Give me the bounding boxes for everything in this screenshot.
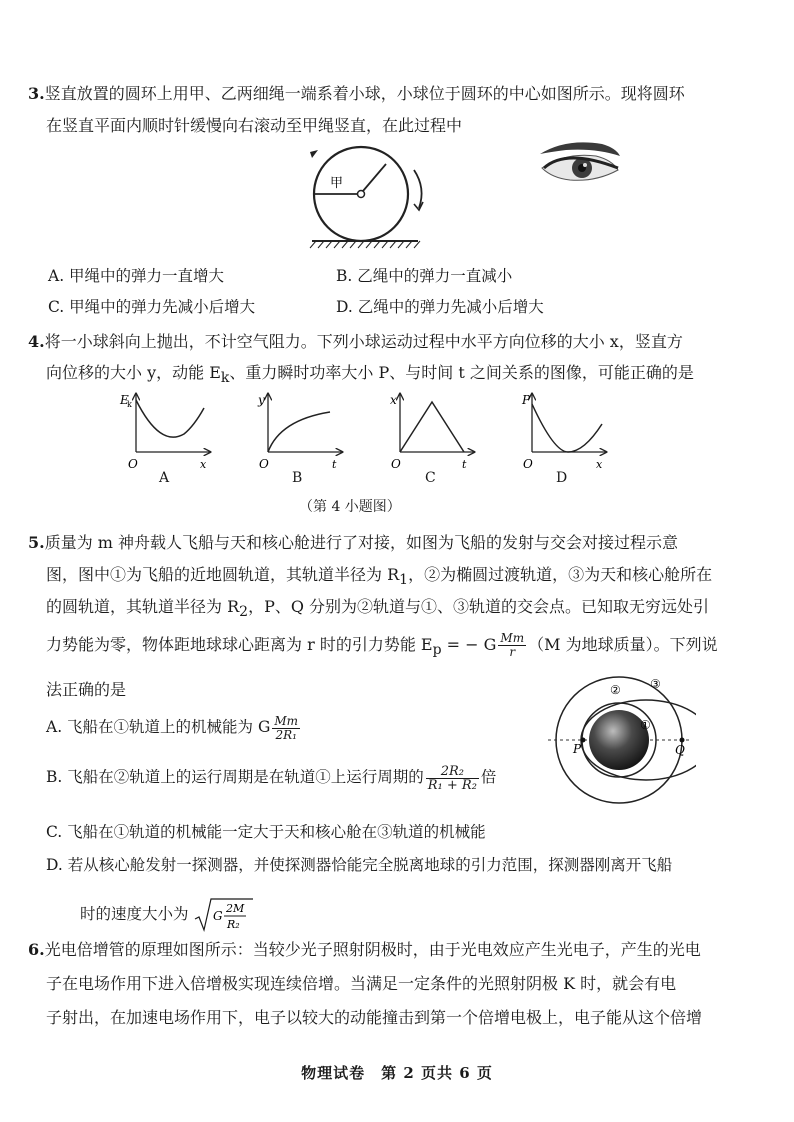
q3-number: 3. — [28, 84, 45, 103]
q4-caption-b: B — [292, 470, 303, 486]
q4-graph-a — [119, 393, 210, 471]
q5-line2: 图，图中①为飞船的近地圆轨道，其轨道半径为 $R_1$，②为椭圆过渡轨道，③为天和核心舱所在 — [46, 565, 713, 589]
q3-option-a: A. 甲绳中的弹力一直增大 — [48, 267, 225, 285]
q5-option-a: A. 飞船在①轨道上的机械能为 G $\frac{Mm}{\text{2R₁}}$ — [46, 713, 299, 742]
q5-orbit-diagram — [546, 672, 696, 804]
q4-caption-a: A — [159, 470, 170, 486]
q4-a-ylabel: E — [120, 393, 129, 407]
q4-number: 4. — [28, 332, 45, 351]
q5-line4: 力势能为零，物体距地球球心距离为 r 时的引力势能 $E_p$ = − G $\frac{Mm}{r}$ （M 为地球质量）。下列说 — [46, 631, 718, 659]
q3-line2: 在竖直平面内顺时针缓慢向右滚动至甲绳竖直，在此过程中 — [46, 116, 463, 135]
svg-text:③: ③ — [650, 677, 661, 691]
q5-option-d-line2: 时的速度大小为 G 2M R₂ — [80, 897, 255, 933]
q3-line1 — [28, 84, 685, 104]
q5-option-c: C. 飞船在①轨道的机械能一定大于天和核心舱在③轨道的机械能 — [46, 823, 486, 841]
q3-option-b: B. 乙绳中的弹力一直减小 — [336, 267, 513, 285]
q3-option-c: C. 甲绳中的弹力先减小后增大 — [48, 298, 256, 316]
q3-option-d: D. 乙绳中的弹力先减小后增大 — [336, 298, 544, 316]
q4-figure-caption: （第 4 小题图） — [299, 499, 401, 515]
svg-text:O: O — [391, 457, 401, 471]
svg-text:y: y — [258, 393, 265, 407]
eye-image — [536, 138, 622, 186]
q5-number: 5. — [28, 533, 45, 552]
q4-line1 — [28, 332, 683, 352]
svg-text:O: O — [523, 457, 533, 471]
q4-line2: 向位移的大小 y，动能 $E_k$、重力瞬时功率大小 P、与时间 t 之间关系的图像，可能正确的是 — [46, 363, 694, 387]
q6-line1: 6.光电倍增管的原理如图所示：当较少光子照射阴极时，由于光电效应产生光电子，产生的光电 — [28, 940, 701, 959]
svg-text:x: x — [200, 458, 207, 471]
svg-text:①: ① — [640, 718, 651, 732]
svg-text:x: x — [596, 458, 603, 471]
q6-number: 6. — [28, 940, 45, 959]
q5-line3: 的圆轨道，其轨道半径为 $R_2$，P、Q 分别为②轨道与①、③轨道的交会点。已知取无穷远处引 — [46, 597, 710, 621]
q5-potential-fraction: $\frac{Mm}{r}$ — [500, 631, 525, 659]
q5-sqrt-symbol — [193, 897, 255, 933]
q5-line5: 法正确的是 — [46, 680, 127, 699]
svg-text:t: t — [462, 458, 467, 471]
svg-text:2M: 2M — [226, 902, 245, 915]
svg-text:P: P — [573, 742, 582, 756]
q4-caption-d: D — [556, 470, 568, 486]
q4-graphs — [114, 390, 614, 482]
svg-text:G: G — [213, 909, 224, 923]
q3-text-1: 竖直放置的圆环上用甲、乙两细绳一端系着小球，小球位于圆环的中心如图所示。现将圆环 — [44, 84, 685, 103]
q4-text-1: 将一小球斜向上抛出，不计空气阻力。下列小球运动过程中水平方向位移的大小 x，竖直方 — [44, 332, 683, 351]
page-footer: 物理试卷 第 2 页共 6 页 — [301, 1064, 493, 1082]
svg-text:P: P — [522, 393, 531, 407]
svg-text:R₂: R₂ — [227, 918, 241, 931]
svg-text:O: O — [259, 457, 269, 471]
q5-option-d-line1: D. 若从核心舱发射一探测器，并使探测器恰能完全脱离地球的引力范围，探测器刚离开飞船 — [46, 856, 673, 874]
svg-text:②: ② — [610, 683, 621, 697]
q4-graph-c — [390, 393, 474, 471]
q6-line3: 子射出，在加速电场作用下，电子以较大的动能撞击到第一个倍增电极上，电子能从这个倍增 — [46, 1008, 703, 1027]
svg-text:Q: Q — [675, 743, 685, 757]
q5-line1: 5.质量为 m 神舟载人飞船与天和核心舱进行了对接，如图为飞船的发射与交会对接过程示意 — [28, 533, 679, 552]
svg-text:O: O — [128, 457, 138, 471]
q6-line2: 子在电场作用下进入倍增极实现连续倍增。当满足一定条件的光照射阴极 K 时，就会有电 — [46, 974, 677, 993]
q3-ring-figure — [296, 140, 436, 250]
q4-graph-d — [521, 393, 606, 471]
q5-option-b: B. 飞船在②轨道上的运行周期是在轨道①上运行周期的 $\frac{\text{2R₂}}{\text{R₁ + R₂}}$ 倍 — [46, 763, 497, 793]
svg-text:k: k — [127, 400, 132, 409]
q4-graph-b — [257, 393, 342, 471]
q3-label-jia: 甲 — [330, 176, 344, 191]
svg-text:t: t — [332, 458, 337, 471]
svg-text:x: x — [390, 393, 397, 407]
q4-caption-c: C — [425, 470, 436, 486]
